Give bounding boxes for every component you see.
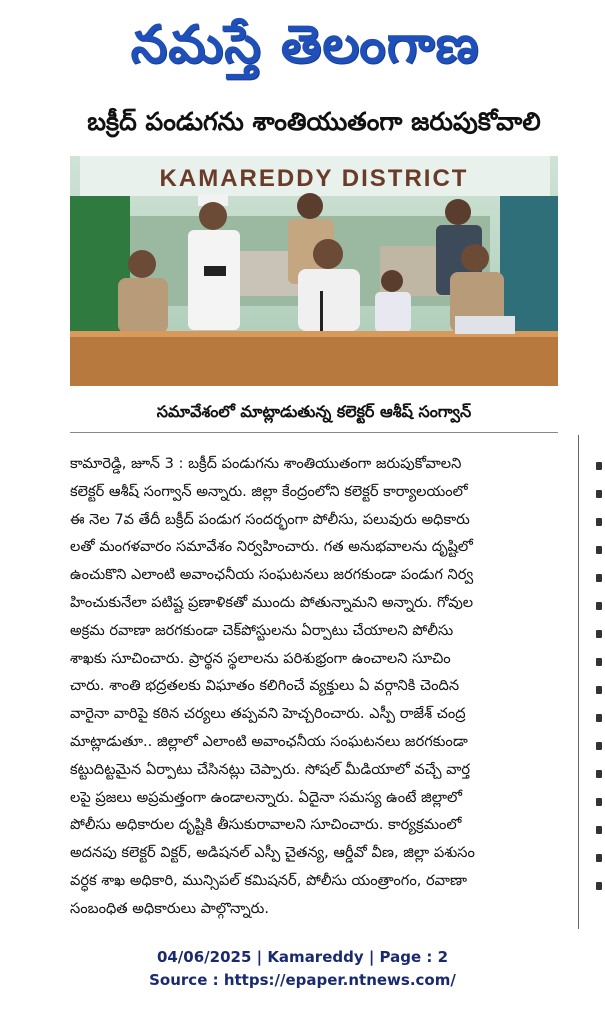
text-fragment [596,490,602,498]
footer-source[interactable]: Source : https://epaper.ntnews.com/ [149,971,456,989]
text-fragment [596,854,602,862]
text-fragment [596,518,602,526]
article-line: పోలీసు అధికారుల దృష్టికి తీసుకురావాలని సూచించారు. కార్యక్రమంలో [70,816,462,834]
text-fragment [596,630,602,638]
article-line: కట్టుదిట్టమైన ఏర్పాటు చేసినట్లు చెప్పారు. సోషల్ మీడియాలో వచ్చే వార్త [70,760,471,778]
article-line: చారు. శాంతి భద్రతలకు విఘాతం కలిగించే వ్యక్తులు ఏ వర్గానికి చెందిన [70,677,460,695]
text-fragment [596,686,602,694]
column-divider [578,435,579,929]
photo-caption: సమావేశంలో మాట్లాడుతున్న కలెక్టర్ ఆశీష్ సంగ్వాన్ [70,392,558,433]
text-fragment [596,574,602,582]
text-fragment [596,770,602,778]
text-fragment [596,742,602,750]
footer-date-edition: 04/06/2025 | Kamareddy | Page : 2 [156,948,449,966]
text-fragment [596,826,602,834]
text-fragment [596,658,602,666]
text-fragment [596,462,602,470]
article-line: శాఖకు సూచించారు. ప్రార్థన స్థలాలను పరిశుభ్రంగా ఉంచాలని సూచిం [70,649,451,667]
meeting-photo-illustration [70,156,558,386]
article-line: లతో మంగళవారం సమావేశం నిర్వహించారు. గత అనుభవాలను దృష్టిలో [70,538,473,556]
text-fragment [596,546,602,554]
article-line: అదనపు కలెక్టర్ విక్టర్, అడిషనల్ ఎస్పీ చైతన్య, ఆర్డీవో వీణ, జిల్లా పశుసం [70,844,475,862]
article-line: హించుకునేలా పటిష్ట ప్రణాళికతో ముందు పోతున్నామని అన్నారు. గోవుల [70,593,474,611]
masthead [0,0,605,95]
text-fragment [596,602,602,610]
article-line: ఉంచుకొని ఎలాంటి అవాంఛనీయ సంఘటనలు జరగకుండా పండుగ నిర్వ [70,566,474,584]
article-line: ఈ నెల 7వ తేదీ బక్రీద్ పండుగ సందర్భంగా పోలీసు, పలువురు అధికారు [70,510,470,528]
article-line: అక్రమ రవాణా జరగకుండా చెక్‌పోస్టులను ఏర్పాటు చేయాలని పోలీసు [70,621,454,639]
article-headline: బక్రీద్ పండుగను శాంతియుతంగా జరుపుకోవాలి [87,107,541,136]
text-fragment [596,714,602,722]
article-line: మాట్లాడుతూ.. జిల్లాలో ఎలాంటి అవాంఛనీయ సంఘటనలు జరగకుండా [70,732,468,750]
article-line: సంబంధిత అధికారులు పాల్గొన్నారు. [70,899,269,917]
article-line: కలెక్టర్ ఆశీష్ సంగ్వాన్ అన్నారు. జిల్లా కేంద్రంలోని కలెక్టర్ కార్యాలయంలో [70,482,468,500]
text-fragment [596,882,602,890]
news-photo [70,156,558,386]
article-body [70,450,558,928]
article-line: కామారెడ్డి, జూన్ 3 : బక్రీద్ పండుగను శాంతియుతంగా జరుపుకోవాలని [70,455,462,472]
newspaper-logo: నమస్తే తెలంగాణ [130,15,480,75]
article-line: వారైనా వారిపై కఠిన చర్యలు తప్పవని హెచ్చరించారు. ఎస్పీ రాజేశ్ చంద్ర [70,705,466,723]
banner-text: KAMAREDDY DISTRICT [159,165,469,192]
adjacent-column-fragment [596,450,605,920]
article-line: లపై ప్రజలు అప్రమత్తంగా ఉండాలన్నారు. ఏదైనా సమస్య ఉంటే జిల్లాలో [70,788,463,806]
article-line: వర్ధక శాఖ అధికారి, మున్సిపల్ కమిషనర్, పోలీసు యంత్రాంగం, రవాణా [70,871,467,889]
text-fragment [596,798,602,806]
